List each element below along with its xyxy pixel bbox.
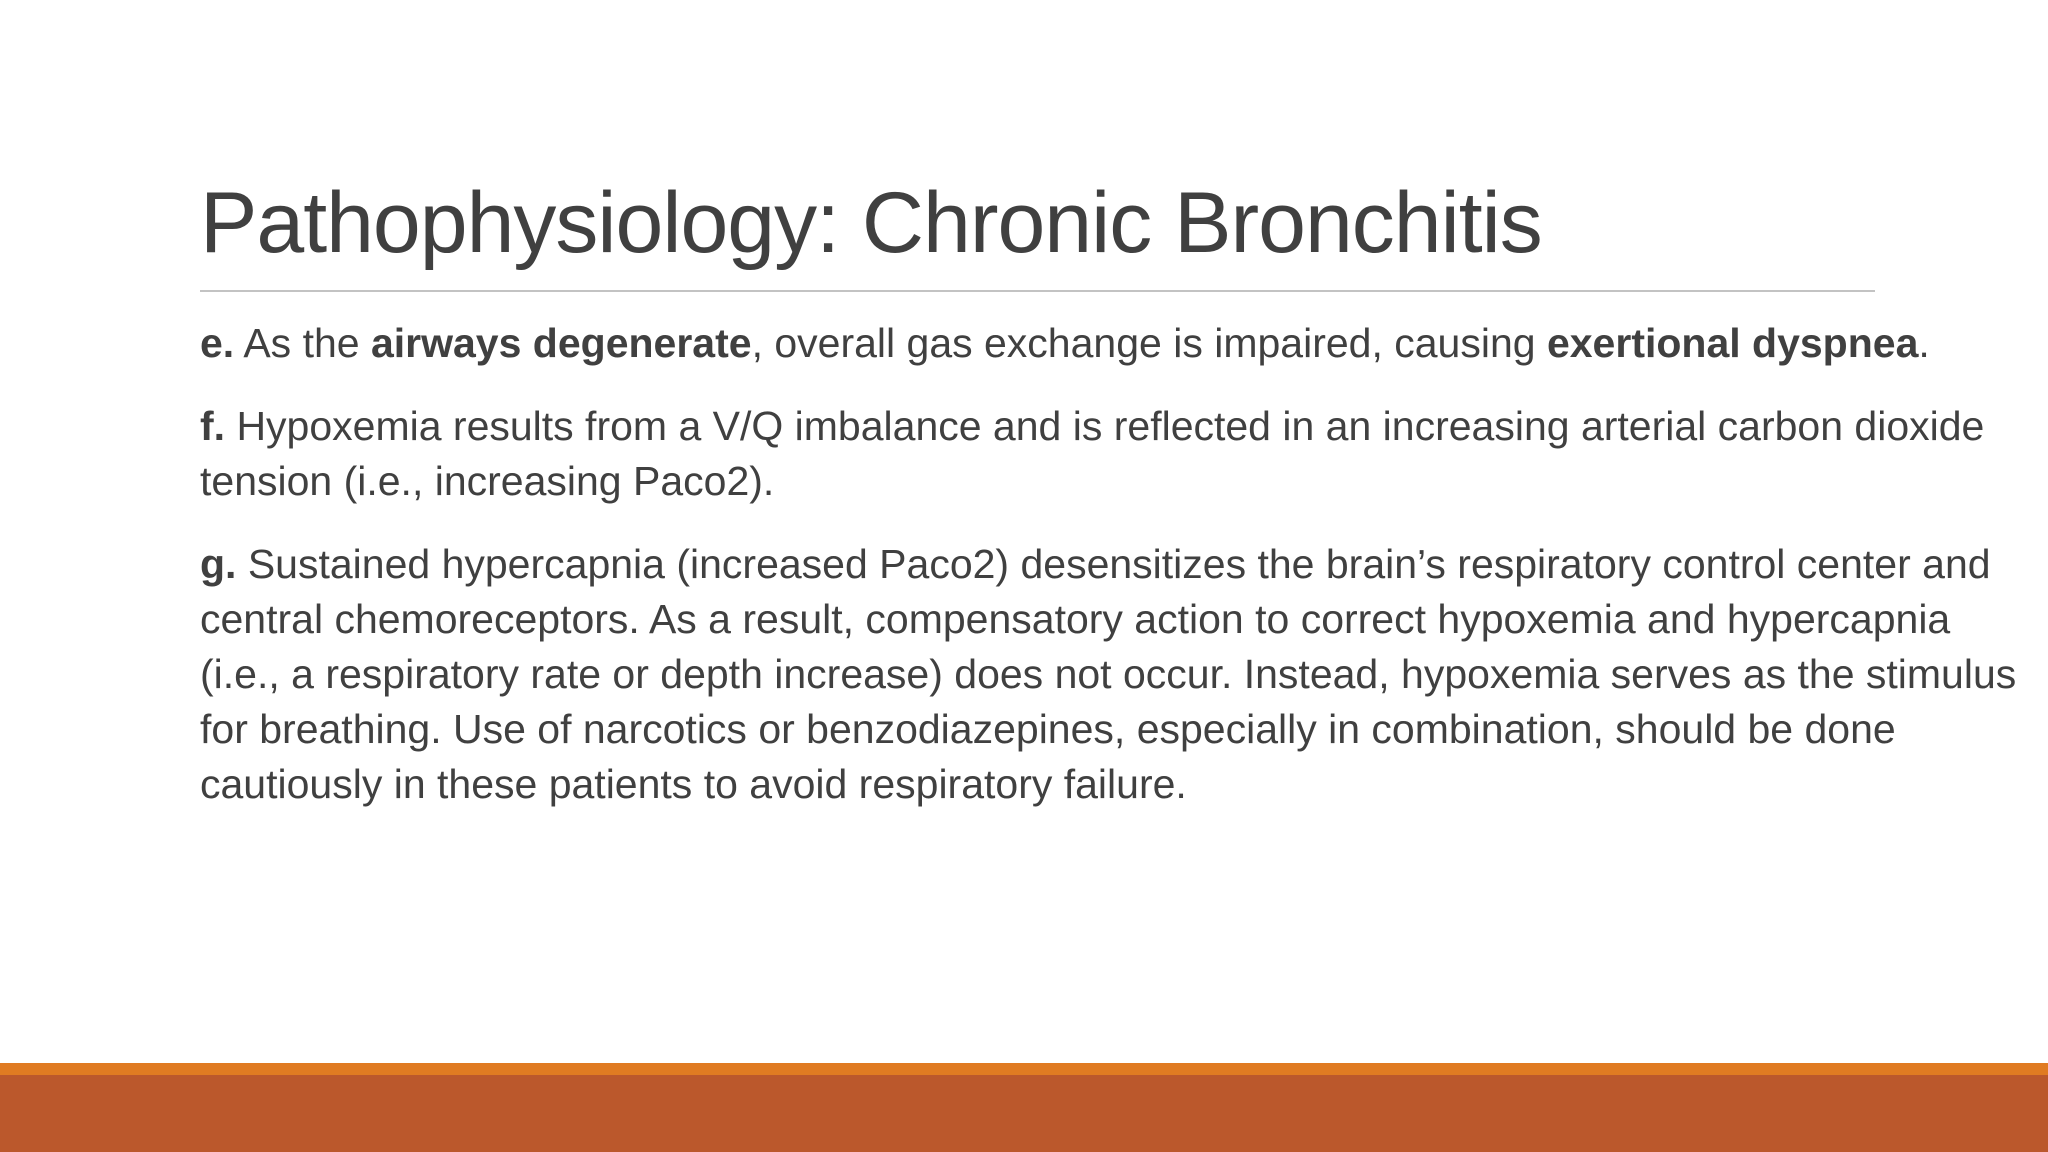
paragraph-g-text: Sustained hypercapnia (increased Paco2) desensitizes the brain’s respiratory control center and central chemoreceptors. As a result, compensatory action to correct hypoxemia and hypercapnia (i.e., a respiratory rate or depth increase) does not occur. Instead, hypoxemia serves as the stimulus for breathing. Use of narcotics or benzodiazepines, especially in combination, should be done cautiously in these patients to avoid respiratory failure. xyxy=(200,541,2017,807)
paragraph-e-bold-2: exertional dyspnea xyxy=(1546,320,1919,366)
paragraph-f-marker: f. xyxy=(200,403,226,449)
title-divider xyxy=(200,290,1875,292)
footer-accent-bar xyxy=(0,1075,2048,1152)
slide-body xyxy=(200,316,2025,840)
paragraph-g-marker: g. xyxy=(200,541,237,587)
paragraph-e-bold-1: airways degenerate xyxy=(370,320,752,366)
paragraph-e-text-2: , overall gas exchange is impaired, causing xyxy=(751,320,1547,366)
footer-accent-stripe xyxy=(0,1063,2048,1075)
paragraph-e-marker: e. xyxy=(200,320,235,366)
paragraph-e xyxy=(200,316,2025,371)
paragraph-f-text: Hypoxemia results from a V/Q imbalance and is reflected in an increasing arterial carbon dioxide tension (i.e., increasing Paco2). xyxy=(200,403,1985,504)
paragraph-g xyxy=(200,537,2025,812)
slide-title: Pathophysiology: Chronic Bronchitis xyxy=(200,175,1542,271)
paragraph-e-text-1: As the xyxy=(234,320,371,366)
paragraph-f xyxy=(200,399,2025,509)
paragraph-e-text-3: . xyxy=(1918,320,1930,366)
